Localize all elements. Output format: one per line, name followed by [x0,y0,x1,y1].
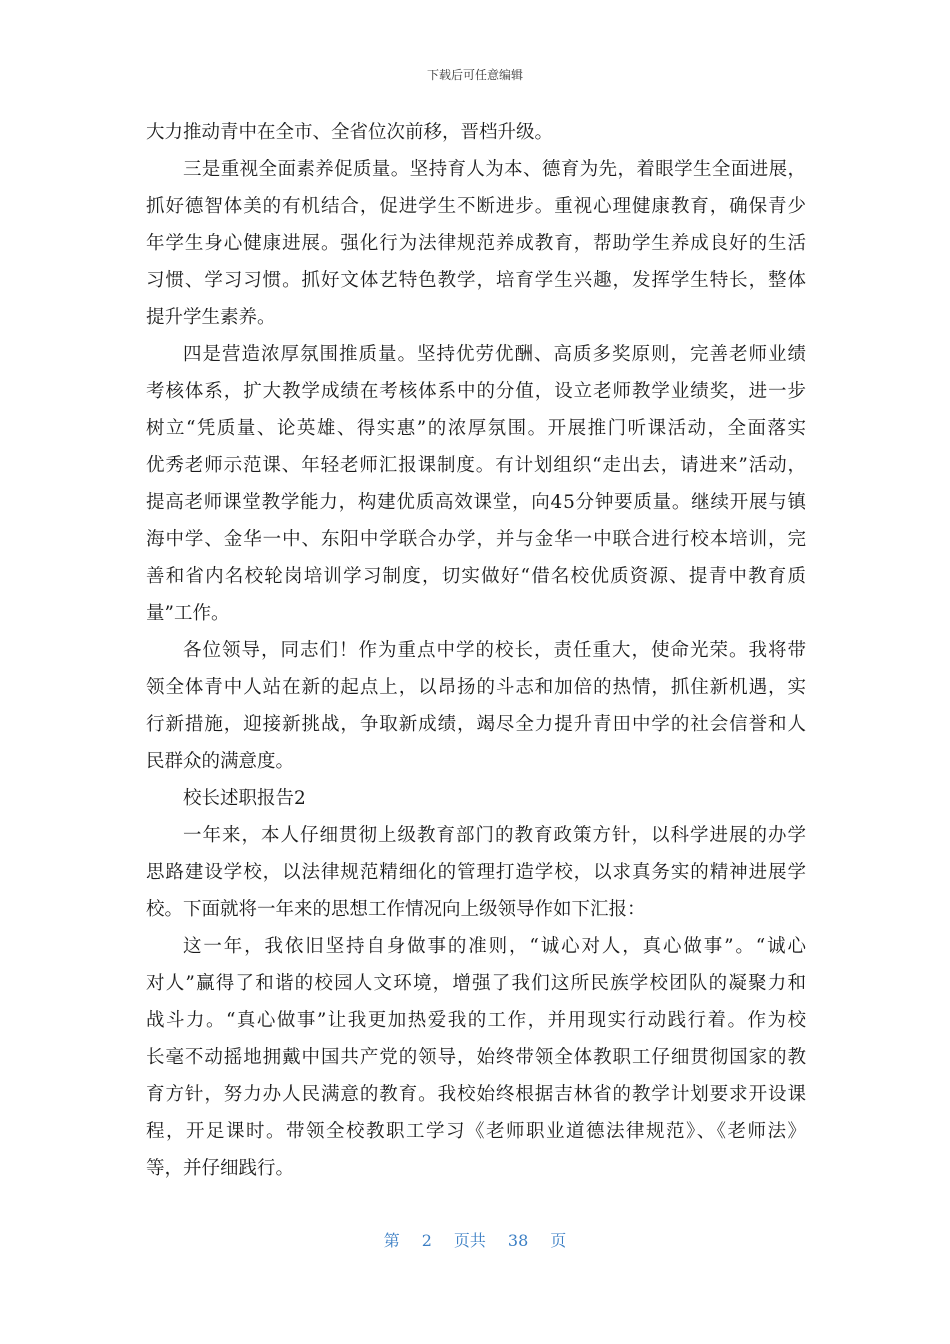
text-line: 树立“凭质量、论英雄、得实惠”的浓厚氛围。开展推门听课活动，全面落实 [146,418,808,439]
text-line: 四是营造浓厚氛围推质量。坚持优劳优酬、高质多奖原则，完善老师业绩 [183,344,807,365]
text-line: 领全体青中人站在新的起点上，以昂扬的斗志和加倍的热情，抓住新机遇，实 [146,677,807,698]
text-line: 考核体系，扩大教学成绩在考核体系中的分值，设立老师教学业绩奖，进一步 [146,381,807,402]
footer-middle: 页共 [453,1231,486,1250]
text-line: 战斗力。“真心做事”让我更加热爱我的工作，并用现实行动践行着。作为校 [146,1010,808,1031]
text-line: 海中学、金华一中、东阳中学联合办学，并与金华一中联合进行校本培训，完 [146,529,807,550]
page-header: 下载后可任意编辑 [426,68,523,82]
document-body [146,114,806,1187]
text-line: 大力推动青中在全市、全省位次前移，晋档升级。 [146,122,554,143]
footer-prefix: 第 [383,1231,400,1250]
text-line: 对人”赢得了和谐的校园人文环境，增强了我们这所民族学校团队的凝聚力和 [146,973,808,994]
text-line: 民群众的满意度。 [146,751,295,772]
footer-suffix: 页 [550,1231,567,1250]
text-line: 校长述职报告2 [183,788,306,809]
text-line: 育方针，努力办人民满意的教育。我校始终根据吉林省的教学计划要求开设课 [146,1084,807,1105]
footer-page-number: 2 [421,1231,432,1250]
text-line: 程，开足课时。带领全校教职工学习《老师职业道德法律规范》、《老师法》 [146,1121,808,1142]
text-line: 各位领导，同志们！作为重点中学的校长，责任重大，使命光荣。我将带 [183,640,807,661]
text-line: 量”工作。 [146,603,230,624]
text-line: 善和省内名校轮岗培训学习制度，切实做好“借名校优质资源、提青中教育质 [146,566,808,587]
text-line: 抓好德智体美的有机结合，促进学生不断进步。重视心理健康教育，确保青少 [146,196,807,217]
text-line: 等，并仔细践行。 [146,1158,295,1179]
text-line: 提升学生素养。 [146,307,276,328]
footer-total-pages: 38 [507,1231,529,1250]
text-line: 校。下面就将一年来的思想工作情况向上级领导作如下汇报： [146,899,646,920]
text-line: 一年来，本人仔细贯彻上级教育部门的教育政策方针，以科学进展的办学 [183,825,807,846]
text-line: 三是重视全面素养促质量。坚持育人为本、德育为先，着眼学生全面进展， [183,159,807,180]
text-line: 长毫不动摇地拥戴中国共产党的领导，始终带领全体教职工仔细贯彻国家的教 [146,1047,807,1068]
text-line: 这一年，我依旧坚持自身做事的准则，“诚心对人，真心做事”。“诚心 [183,936,808,957]
text-line: 习惯、学习习惯。抓好文体艺特色教学，培育学生兴趣，发挥学生特长，整体 [146,270,807,291]
text-line: 年学生身心健康进展。强化行为法律规范养成教育，帮助学生养成良好的生活 [146,233,807,254]
text-line: 提高老师课堂教学能力，构建优质高效课堂，向45分钟要质量。继续开展与镇 [146,492,807,513]
text-line: 优秀老师示范课、年轻老师汇报课制度。有计划组织“走出去，请进来”活动， [146,455,807,476]
text-line: 思路建设学校，以法律规范精细化的管理打造学校，以求真务实的精神进展学 [146,862,807,883]
page-footer [0,1228,950,1251]
text-line: 行新措施，迎接新挑战，争取新成绩，竭尽全力提升青田中学的社会信誉和人 [146,714,807,735]
